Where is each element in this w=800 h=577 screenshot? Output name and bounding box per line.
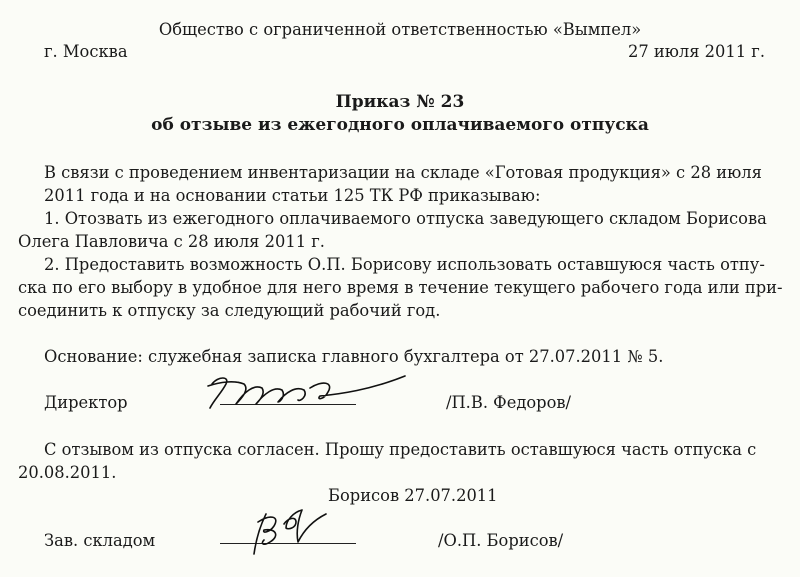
director-name: /П.В. Федоров/ [446, 393, 572, 412]
item2-line-1: 2. Предоставить возможность О.П. Борисову использовать оставшуюся часть отпу- [44, 255, 765, 274]
warehouse-signature [240, 500, 330, 560]
item2-line-2: ска по его выбору в удобное для него время в течение текущего рабочего года или при- [18, 278, 783, 297]
item1-line-1: 1. Отозвать из ежегодного оплачиваемого отпуска заведующего складом Борисова [44, 209, 767, 228]
item2-line-3: соединить к отпуску за следующий рабочий год. [18, 301, 441, 320]
warehouse-name: /О.П. Борисов/ [438, 531, 564, 550]
intro-line-2: 2011 года и на основании статьи 125 ТК РФ приказываю: [44, 186, 541, 205]
consent-signature-date: Борисов 27.07.2011 [328, 486, 498, 505]
order-subtitle: об отзыве из ежегодного оплачиваемого отпуска [151, 115, 649, 135]
intro-line-1: В связи с проведением инвентаризации на складе «Готовая продукция» с 28 июля [44, 163, 762, 182]
warehouse-role: Зав. складом [44, 531, 156, 550]
basis-line: Основание: служебная записка главного бухгалтера от 27.07.2011 № 5. [44, 347, 664, 366]
item1-line-2: Олега Павловича с 28 июля 2011 г. [18, 232, 325, 251]
director-role: Директор [44, 393, 128, 412]
city: г. Москва [44, 42, 128, 61]
consent-line-2: 20.08.2011. [18, 463, 117, 482]
director-signature [200, 370, 410, 414]
organization-name: Общество с ограниченной ответственностью «Вымпел» [158, 20, 642, 39]
document-date: 27 июля 2011 г. [627, 42, 765, 61]
order-title: Приказ № 23 [335, 92, 465, 112]
consent-line-1: С отзывом из отпуска согласен. Прошу предоставить оставшуюся часть отпуска с [44, 440, 757, 459]
